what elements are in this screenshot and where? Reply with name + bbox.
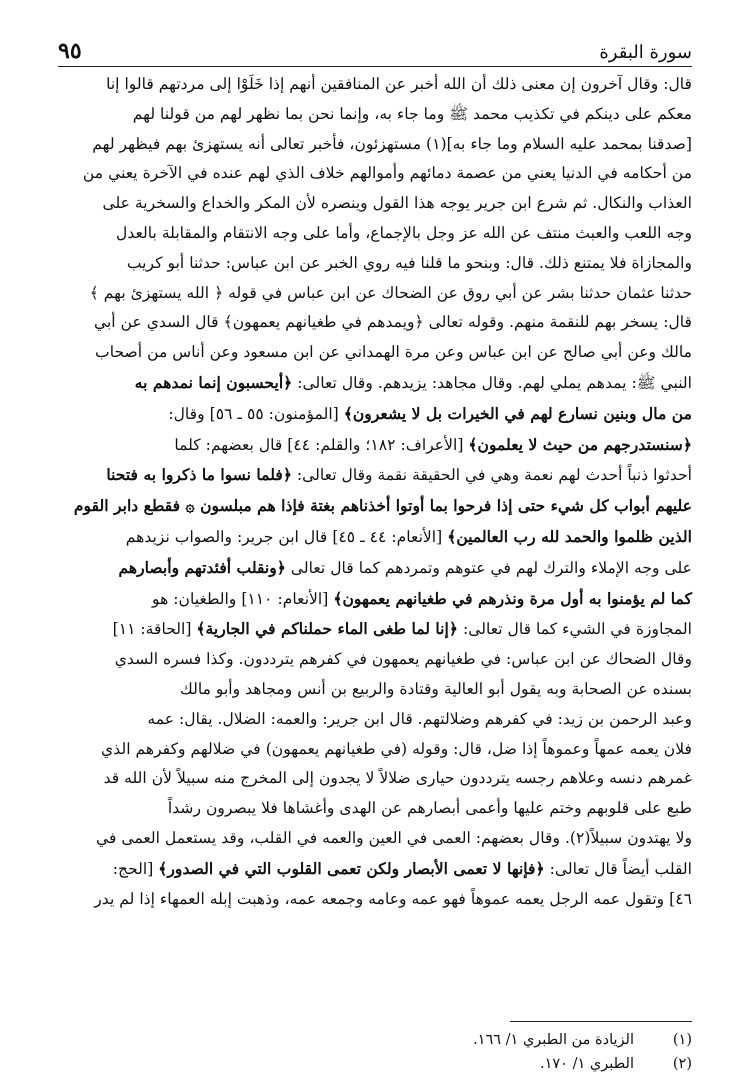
text-segment: المجاوزة في الشيء كما قال تعالى: [457, 620, 692, 639]
text-line: طبع على قلوبهم وختم عليها وأعمى أبصارهم عن الهدى وأغشاها فلا يبصرون رشداً [167, 799, 692, 818]
text-line: معكم على دينكم في تكذيب محمد ﷺ وما جاء به، وإنما نحن بما نظهر لهم من قولنا لهم [132, 104, 692, 123]
text-line [58, 399, 692, 430]
footnote-number: (٢) [672, 1056, 692, 1072]
text-line [58, 491, 692, 522]
verse-reference: [الأعراف: ١٨٢؛ والقلم: ٤٤] قال بعضهم: كلما [174, 435, 469, 454]
verse-reference: [المؤمنون: ٥٥ ـ ٥٦] وقال: [168, 404, 344, 423]
quran-verse: ﴿إنا لما طغى الماء حملناكم في الجارية﴾ [196, 619, 458, 639]
text-line: العذاب والنكال. ثم شرع ابن جرير يوجه هذا القول وينصره لأن المكر والخداع والسخرية على [102, 194, 692, 213]
text-line [58, 553, 692, 584]
text-segment: على وجه الإملاء والترك لهم في عتوهم وتمردهم كما قال تعالى [285, 558, 692, 577]
text-line [58, 460, 692, 491]
footnote [58, 1052, 692, 1076]
text-line [58, 614, 692, 645]
text-line [58, 522, 692, 553]
page-number: ٩٥ [58, 38, 82, 64]
text-line: والمجازاة فلا يمتنع ذلك. قال: وبنحو ما قلنا فيه روي الخبر عن ابن عباس: حدثنا أبو كريب [126, 253, 692, 272]
footnote [58, 1028, 692, 1052]
quran-verse: ﴿سنستدرجهم من حيث لا يعلمون﴾ [468, 434, 692, 454]
page-header [58, 38, 692, 67]
text-line [58, 854, 692, 885]
verse-reference: [الأنعام: ٤٤ ـ ٤٥] قال ابن جرير: والصواب نزيدهم [125, 527, 448, 546]
quran-verse: كما لم يؤمنوا به أول مرة ونذرهم في طغيانهم يعمهون﴾ [333, 588, 692, 608]
footnote-text: الزيادة من الطبري ١/ ١٦٦. [473, 1032, 634, 1048]
text-line: بسنده عن الصحابة وبه يقول أبو العالية وقتادة والربيع بن أنس ومجاهد وأبو مالك [179, 679, 692, 698]
quran-verse: الذين ظلموا والحمد لله رب العالمين﴾ [447, 526, 692, 546]
verse-reference: [الأنعام: ١١٠] والطغيان: هو [152, 589, 334, 608]
text-line: قال: يسخر بهم للنقمة منهم. وقوله تعالى ﴿ويمدهم في طغيانهم يعمهون﴾ قال السدي عن أبي [93, 313, 692, 332]
text-line: وعبد الرحمن بن زيد: في كفرهم وضلالتهم. قال ابن جرير: والعمه: الضلال. يقال: عمه [147, 709, 692, 728]
text-segment: القلب أيضاً قال تعالى: [544, 859, 692, 878]
text-line: وجه اللعب والعبث منتف عن الله عز وجل بالإجماع، وأما على وجه الانتقام والمقابلة بالعدل [115, 223, 692, 242]
text-line [58, 430, 692, 461]
text-segment: النبي ﷺ: يمدهم يملي لهم. وقال مجاهد: يزيدهم. وقال تعالى: [292, 373, 692, 392]
text-line: مالك وعن أبي صالح عن ابن عباس وعن مرة الهمداني عن ابن مسعود وعن أناس من أصحاب [95, 343, 692, 362]
footnote-divider [510, 1021, 692, 1022]
footnote-text: الطبري ١/ ١٧٠. [540, 1056, 634, 1072]
text-line: ولا يهتدون سبيلاً(٢). وقال بعضهم: العمى في العين والعمه في القلب، وقد يستعمل العمى في [95, 828, 692, 847]
quran-verse: عليهم أبواب كل شيء حتى إذا فرحوا بما أوتوا أخذناهم بغتة فإذا هم مبلسون ۞ فقطع دابر القوم [73, 496, 692, 516]
footnote-number: (١) [672, 1032, 692, 1048]
text-line: حدثنا عثمان حدثنا بشر عن أبي روق عن الضحاك عن ابن عباس في قوله ﴿ الله يستهزئ بهم ﴾ [89, 283, 692, 302]
quran-verse: ﴿أيحسبون إنما نمدهم به [134, 372, 293, 392]
text-line: غمرهم دنسه وعلاهم رجسه يترددون حيارى ضلالاً لا يجدون إلى المخرج منه سبيلاً لأن الله قد [103, 769, 692, 788]
quran-verse: ﴿فإنها لا تعمى الأبصار ولكن تعمى القلوب التي في الصدور﴾ [158, 858, 545, 878]
quran-verse: ﴿ونقلب أفئدتهم وأبصارهم [118, 557, 286, 577]
text-line [58, 584, 692, 615]
text-line: وقال الضحاك عن ابن عباس: في طغيانهم يعمهون في كفرهم يترددون. وكذا فسره السدي [114, 650, 692, 669]
text-line: من أحكامه في الدنيا يعني من عصمة دمائهم وأموالهم خلاف الذي لهم عنده في الآخرة يعني من [82, 164, 692, 183]
text-line: [صدقنا بمحمد عليه السلام وما جاء به](١) مستهزئون، فأخبر تعالى أنه يستهزئ بهم فيظهر لهم [92, 134, 692, 153]
text-line: ٤٦] وتقول عمه الرجل يعمه عموهاً فهو عمه وعامه وجمعه عمه، وذهبت إبله العمهاء إذا لم يدر [94, 889, 692, 908]
quran-verse: من مال وبنين نسارع لهم في الخيرات بل لا يشعرون﴾ [343, 403, 692, 423]
main-text [58, 70, 692, 914]
footnotes [58, 1028, 692, 1076]
text-segment: أحدثوا ذنباً أحدث لهم نعمة وهي في الحقيقة نقمة وقال تعالى: [291, 466, 692, 485]
surah-title: سورة البقرة [599, 42, 692, 63]
verse-reference: [الحج: [112, 859, 159, 878]
text-line: قال: وقال آخرون إن معنى ذلك أن الله أخبر عن المنافقين أنهم إذا خَلَوْا إلى مردتهم قالوا إنا [106, 75, 692, 93]
text-line [58, 368, 692, 399]
quran-verse: ﴿فلما نسوا ما ذكروا به فتحنا [106, 465, 292, 485]
verse-reference: [الحاقة: ١١] [112, 620, 197, 639]
text-line: فلان يعمه عمهاً وعموهاً إذا ضل، قال: وقوله (في طغيانهم يعمهون) في ضلالهم وكفرهم الذي [101, 739, 692, 758]
